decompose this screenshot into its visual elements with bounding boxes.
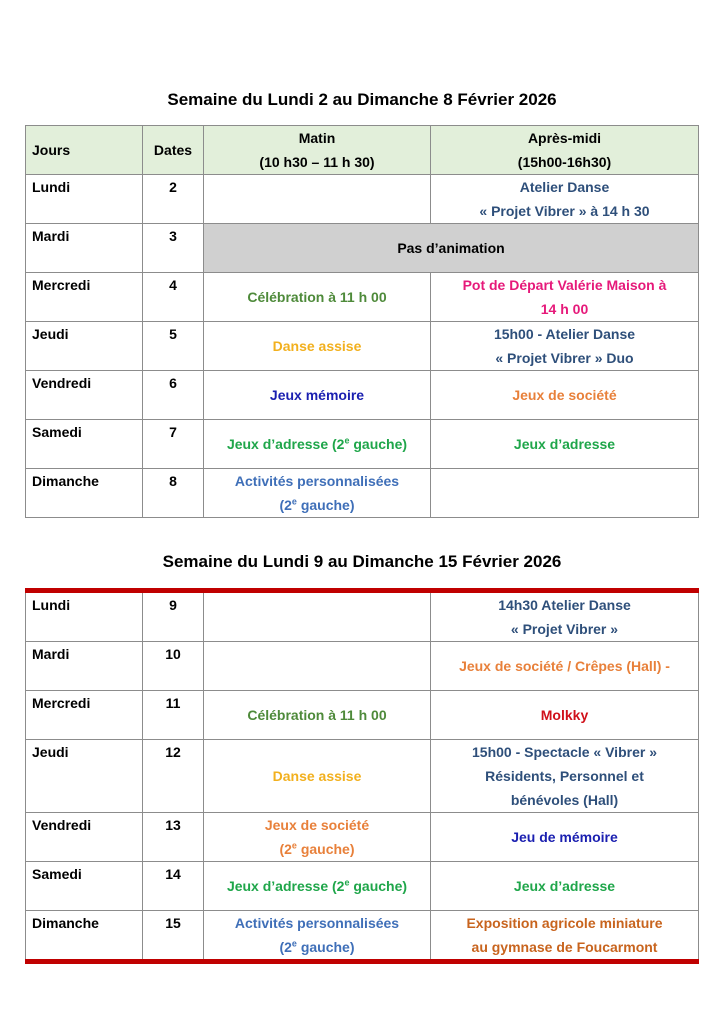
day-cell: Samedi: [26, 420, 143, 469]
afternoon-activity-cell: [431, 175, 699, 224]
activity-line: Exposition agricole miniature: [466, 915, 663, 931]
week2-table: [25, 588, 699, 964]
date-cell: 8: [143, 469, 204, 518]
activity-text: (2: [279, 497, 292, 513]
activity-text: gauche): [349, 436, 408, 452]
morning-activity-cell: [204, 322, 431, 371]
activity-line: Pot de Départ Valérie Maison à: [462, 277, 667, 293]
day-cell: Lundi: [26, 591, 143, 642]
week1-table: [25, 125, 699, 518]
afternoon-activity-cell: [431, 813, 699, 862]
activity-line: Danse assise: [272, 768, 362, 784]
table-row: [26, 591, 699, 642]
header-matin-hours: (10 h30 – 11 h 30): [259, 154, 375, 170]
table-row: [26, 322, 699, 371]
week1-title: Semaine du Lundi 2 au Dimanche 8 Février 2026: [167, 90, 557, 109]
activity-line: 15h00 - Atelier Danse: [493, 326, 636, 342]
morning-activity-cell: [204, 862, 431, 911]
activity-line: Atelier Danse: [519, 179, 610, 195]
activity-text: gauche): [296, 841, 355, 857]
morning-activity-cell: [204, 469, 431, 518]
header-jours: Jours: [26, 126, 143, 175]
table-row: [26, 420, 699, 469]
activity-line: Jeu de mémoire: [511, 829, 618, 845]
afternoon-activity-cell: [431, 591, 699, 642]
morning-activity-cell: [204, 813, 431, 862]
day-cell: Mercredi: [26, 273, 143, 322]
activity-line: Jeux d’adresse: [513, 436, 616, 452]
date-cell: 14: [143, 862, 204, 911]
header-apres-midi: [431, 126, 699, 175]
activity-line: Célébration à 11 h 00: [247, 289, 387, 305]
header-dates: Dates: [143, 126, 204, 175]
date-cell: 6: [143, 371, 204, 420]
ordinal-suffix: e: [291, 938, 297, 949]
table-row: [26, 911, 699, 962]
activity-text: Jeux d’adresse (2: [226, 436, 345, 452]
activity-line: « Projet Vibrer » à 14 h 30: [479, 203, 650, 219]
morning-activity-cell: [204, 911, 431, 962]
header-apres-midi-label: Après-midi: [527, 130, 602, 146]
day-cell: Lundi: [26, 175, 143, 224]
table-row: [26, 371, 699, 420]
table-row: [26, 813, 699, 862]
activity-text: gauche): [296, 939, 355, 955]
activity-line: [204, 874, 430, 898]
ordinal-suffix: e: [291, 496, 297, 507]
activity-line: Jeux de société: [264, 817, 370, 833]
afternoon-activity-cell: [431, 469, 699, 518]
day-cell: Jeudi: [26, 740, 143, 813]
date-cell: 10: [143, 642, 204, 691]
activity-line: « Projet Vibrer » Duo: [495, 350, 634, 366]
header-row: [26, 126, 699, 175]
afternoon-activity-cell: [431, 322, 699, 371]
table-row: [26, 273, 699, 322]
morning-activity-cell: [204, 175, 431, 224]
day-cell: Dimanche: [26, 911, 143, 962]
activity-text: (2: [279, 939, 292, 955]
afternoon-activity-cell: [431, 691, 699, 740]
activity-text: gauche): [296, 497, 355, 513]
day-cell: Mercredi: [26, 691, 143, 740]
morning-activity-cell: [204, 691, 431, 740]
afternoon-activity-cell: [431, 642, 699, 691]
afternoon-activity-cell: [431, 911, 699, 962]
afternoon-activity-cell: [431, 273, 699, 322]
date-cell: 9: [143, 591, 204, 642]
activity-line: Activités personnalisées: [234, 915, 400, 931]
day-cell: Vendredi: [26, 813, 143, 862]
week2-title: Semaine du Lundi 9 au Dimanche 15 Février 2026: [162, 552, 562, 571]
table-row: [26, 862, 699, 911]
ordinal-suffix: e: [291, 840, 297, 851]
morning-activity-cell: [204, 591, 431, 642]
activity-line: Jeux d’adresse: [513, 878, 616, 894]
table-row: [26, 691, 699, 740]
day-cell: Vendredi: [26, 371, 143, 420]
table-row: [26, 175, 699, 224]
date-cell: 3: [143, 224, 204, 273]
activity-line: [204, 935, 430, 959]
no-activity-cell: Pas d’animation: [204, 224, 699, 273]
header-matin: [204, 126, 431, 175]
activity-line: Molkky: [540, 707, 589, 723]
activity-line: bénévoles (Hall): [510, 792, 619, 808]
activity-line: Jeux mémoire: [269, 387, 365, 403]
afternoon-activity-cell: [431, 371, 699, 420]
afternoon-activity-cell: [431, 420, 699, 469]
ordinal-suffix: e: [344, 877, 350, 888]
activity-line: 15h00 - Spectacle « Vibrer »: [472, 744, 657, 760]
day-cell: Samedi: [26, 862, 143, 911]
activity-line: [204, 432, 430, 456]
header-matin-label: Matin: [298, 130, 336, 146]
date-cell: 12: [143, 740, 204, 813]
afternoon-activity-cell: [431, 740, 699, 813]
date-cell: 13: [143, 813, 204, 862]
table-row: [26, 469, 699, 518]
activity-line: 14h30 Atelier Danse: [498, 597, 631, 613]
activity-line: « Projet Vibrer »: [510, 621, 619, 637]
morning-activity-cell: [204, 740, 431, 813]
activity-text: (2: [279, 841, 292, 857]
activity-line: Danse assise: [272, 338, 362, 354]
activity-line: 14 h 00: [540, 301, 589, 317]
activity-line: Célébration à 11 h 00: [247, 707, 387, 723]
table-row: [26, 224, 699, 273]
header-apres-midi-hours: (15h00-16h30): [517, 154, 612, 170]
date-cell: 11: [143, 691, 204, 740]
afternoon-activity-cell: [431, 862, 699, 911]
activity-line: au gymnase de Foucarmont: [471, 939, 658, 955]
morning-activity-cell: [204, 371, 431, 420]
day-cell: Jeudi: [26, 322, 143, 371]
date-cell: 4: [143, 273, 204, 322]
table-row: [26, 740, 699, 813]
activity-line: Résidents, Personnel et: [485, 768, 644, 784]
morning-activity-cell: [204, 420, 431, 469]
activity-text: Jeux d’adresse (2: [226, 878, 345, 894]
date-cell: 5: [143, 322, 204, 371]
date-cell: 7: [143, 420, 204, 469]
activity-line: Jeux de société / Crêpes (Hall) -: [459, 658, 670, 674]
date-cell: 15: [143, 911, 204, 962]
activity-text: gauche): [349, 878, 408, 894]
activity-line: Activités personnalisées: [234, 473, 400, 489]
activity-line: Jeux de société: [512, 387, 617, 403]
activity-line: [204, 837, 430, 861]
activity-line: [204, 493, 430, 517]
day-cell: Mardi: [26, 224, 143, 273]
morning-activity-cell: [204, 642, 431, 691]
day-cell: Dimanche: [26, 469, 143, 518]
table-row: [26, 642, 699, 691]
ordinal-suffix: e: [344, 435, 350, 446]
morning-activity-cell: [204, 273, 431, 322]
day-cell: Mardi: [26, 642, 143, 691]
date-cell: 2: [143, 175, 204, 224]
